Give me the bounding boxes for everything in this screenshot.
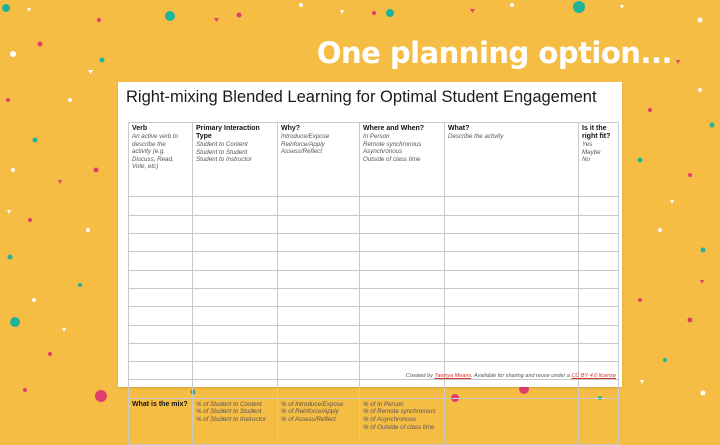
blank-cell	[579, 343, 619, 361]
column-subtext: Describe the activity	[448, 133, 504, 140]
blank-cell	[193, 270, 278, 288]
blank-cell	[193, 234, 278, 252]
column-subtext: Remote synchronous	[363, 140, 422, 148]
blank-cell	[129, 234, 193, 252]
blank-cell	[278, 197, 360, 215]
header-cell-fit	[579, 123, 619, 197]
blank-row	[129, 234, 619, 252]
blank-cell	[579, 380, 619, 398]
header-cell-what	[445, 123, 579, 197]
column-heading: Why?	[281, 125, 301, 132]
mix-percent: % of Asynchronous	[363, 415, 417, 423]
blank-cell	[278, 234, 360, 252]
mix-interaction-cell	[193, 398, 278, 444]
header-row	[129, 123, 619, 197]
blank-cell	[129, 288, 193, 306]
mix-label: What is the mix?	[132, 400, 188, 408]
column-subtext: Asynchronous	[363, 148, 403, 156]
author-link[interactable]: Tawnya Means	[434, 373, 472, 379]
column-subtext: Outside of class time	[363, 155, 421, 163]
column-heading: What?	[448, 125, 470, 132]
blank-cell	[360, 270, 445, 288]
blank-cell	[278, 343, 360, 361]
column-subtext: Maybe	[582, 148, 601, 156]
column-subtext: Discuss, Read,	[132, 155, 174, 163]
blank-cell	[278, 270, 360, 288]
blank-cell	[360, 215, 445, 233]
blank-cell	[278, 252, 360, 270]
blank-cell	[129, 215, 193, 233]
blank-cell	[129, 362, 193, 380]
blank-row	[129, 325, 619, 343]
blank-cell	[445, 288, 579, 306]
attribution-footer	[406, 373, 616, 379]
blank-cell	[579, 215, 619, 233]
blank-cell	[129, 343, 193, 361]
mix-empty-cell	[579, 398, 619, 444]
blank-cell	[193, 215, 278, 233]
mix-where-cell	[360, 398, 445, 444]
mix-percent: % of In Person	[363, 400, 404, 408]
blank-cell	[360, 343, 445, 361]
blank-cell	[278, 380, 360, 398]
blank-cell	[445, 307, 579, 325]
blank-cell	[445, 252, 579, 270]
blank-cell	[129, 270, 193, 288]
blank-cell	[193, 343, 278, 361]
mix-percent: % of Reinforce/Apply	[281, 408, 339, 416]
blank-cell	[278, 325, 360, 343]
license-link[interactable]: CC BY 4.0 license	[571, 373, 616, 379]
mix-percent: % of Introduce/Expose	[281, 400, 344, 408]
blank-cell	[579, 307, 619, 325]
blank-cell	[360, 325, 445, 343]
column-subtext: Student to Student	[196, 148, 248, 156]
blank-cell	[360, 380, 445, 398]
footer-prefix: Created by	[405, 373, 435, 379]
blank-cell	[579, 288, 619, 306]
column-subtext: Yes	[582, 141, 593, 148]
blank-row	[129, 270, 619, 288]
blank-cell	[579, 197, 619, 215]
blank-cell	[193, 307, 278, 325]
mix-row	[129, 398, 619, 444]
mix-percent: % of Student to Instructor	[196, 415, 266, 423]
column-subtext: Assess/Reflect	[281, 148, 322, 156]
mix-percent: % of Student to Content	[196, 400, 262, 408]
mix-percent: % of Student to Student	[196, 408, 262, 416]
column-subtext: describe the	[132, 140, 166, 148]
blank-cell	[129, 307, 193, 325]
blank-cell	[360, 252, 445, 270]
blank-cell	[360, 234, 445, 252]
blank-cell	[129, 252, 193, 270]
mix-percent: % of Remote synchronous	[363, 408, 436, 416]
blank-cell	[360, 197, 445, 215]
blank-cell	[360, 307, 445, 325]
blank-cell	[445, 380, 579, 398]
blank-row	[129, 197, 619, 215]
blank-cell	[445, 197, 579, 215]
blank-cell	[445, 343, 579, 361]
blank-cell	[360, 288, 445, 306]
mix-label-cell	[129, 398, 193, 444]
column-subtext: In Person	[363, 133, 390, 140]
column-subtext: Introduce/Expose	[281, 133, 330, 140]
blank-cell	[193, 288, 278, 306]
blank-row	[129, 252, 619, 270]
column-heading: Where and When?	[363, 125, 425, 132]
column-subtext: Reinforce/Apply	[281, 140, 325, 148]
blank-rows	[129, 197, 619, 398]
header-cell-why	[278, 123, 360, 197]
blank-cell	[278, 288, 360, 306]
header-cell-verb	[129, 123, 193, 197]
blank-cell	[445, 270, 579, 288]
header-cell-interaction	[193, 123, 278, 197]
blank-cell	[129, 380, 193, 398]
blank-cell	[278, 362, 360, 380]
blank-cell	[193, 380, 278, 398]
mix-empty-cell	[445, 398, 579, 444]
blank-cell	[193, 362, 278, 380]
blank-cell	[278, 307, 360, 325]
blank-row	[129, 307, 619, 325]
blank-row	[129, 288, 619, 306]
column-subtext: No	[582, 156, 590, 164]
blank-cell	[579, 270, 619, 288]
blank-cell	[579, 252, 619, 270]
mix-why-cell	[278, 398, 360, 444]
mix-percent: % of Assess/Reflect	[281, 415, 336, 423]
column-heading: Primary Interaction Type	[196, 125, 260, 140]
mix-percent: % of Outside of class time	[363, 423, 435, 431]
slide-title: One planning option...	[316, 36, 672, 70]
column-subtext: An active verb to	[132, 133, 179, 140]
column-heading: Verb	[132, 125, 148, 132]
blank-row	[129, 215, 619, 233]
planning-table	[128, 122, 619, 445]
footer-middle: . Available for sharing and reuse under a	[471, 373, 572, 379]
blank-row	[129, 343, 619, 361]
planning-worksheet	[118, 82, 622, 431]
blank-cell	[193, 252, 278, 270]
blank-cell	[579, 234, 619, 252]
column-heading: Is it the right fit?	[582, 125, 611, 140]
blank-row	[129, 380, 619, 398]
blank-cell	[445, 215, 579, 233]
blank-cell	[445, 234, 579, 252]
column-subtext: Student to Content	[196, 141, 248, 148]
document-title: Right-mixing Blended Learning for Optimal Student Engagement	[126, 88, 597, 106]
column-subtext: activity (e.g.	[132, 148, 166, 156]
blank-cell	[193, 197, 278, 215]
blank-cell	[278, 215, 360, 233]
column-subtext: Vote, etc)	[132, 163, 159, 171]
blank-cell	[445, 325, 579, 343]
blank-cell	[193, 325, 278, 343]
blank-cell	[129, 197, 193, 215]
header-cell-where	[360, 123, 445, 197]
column-subtext: Student to Instructor	[196, 156, 252, 164]
blank-cell	[129, 325, 193, 343]
blank-cell	[579, 325, 619, 343]
